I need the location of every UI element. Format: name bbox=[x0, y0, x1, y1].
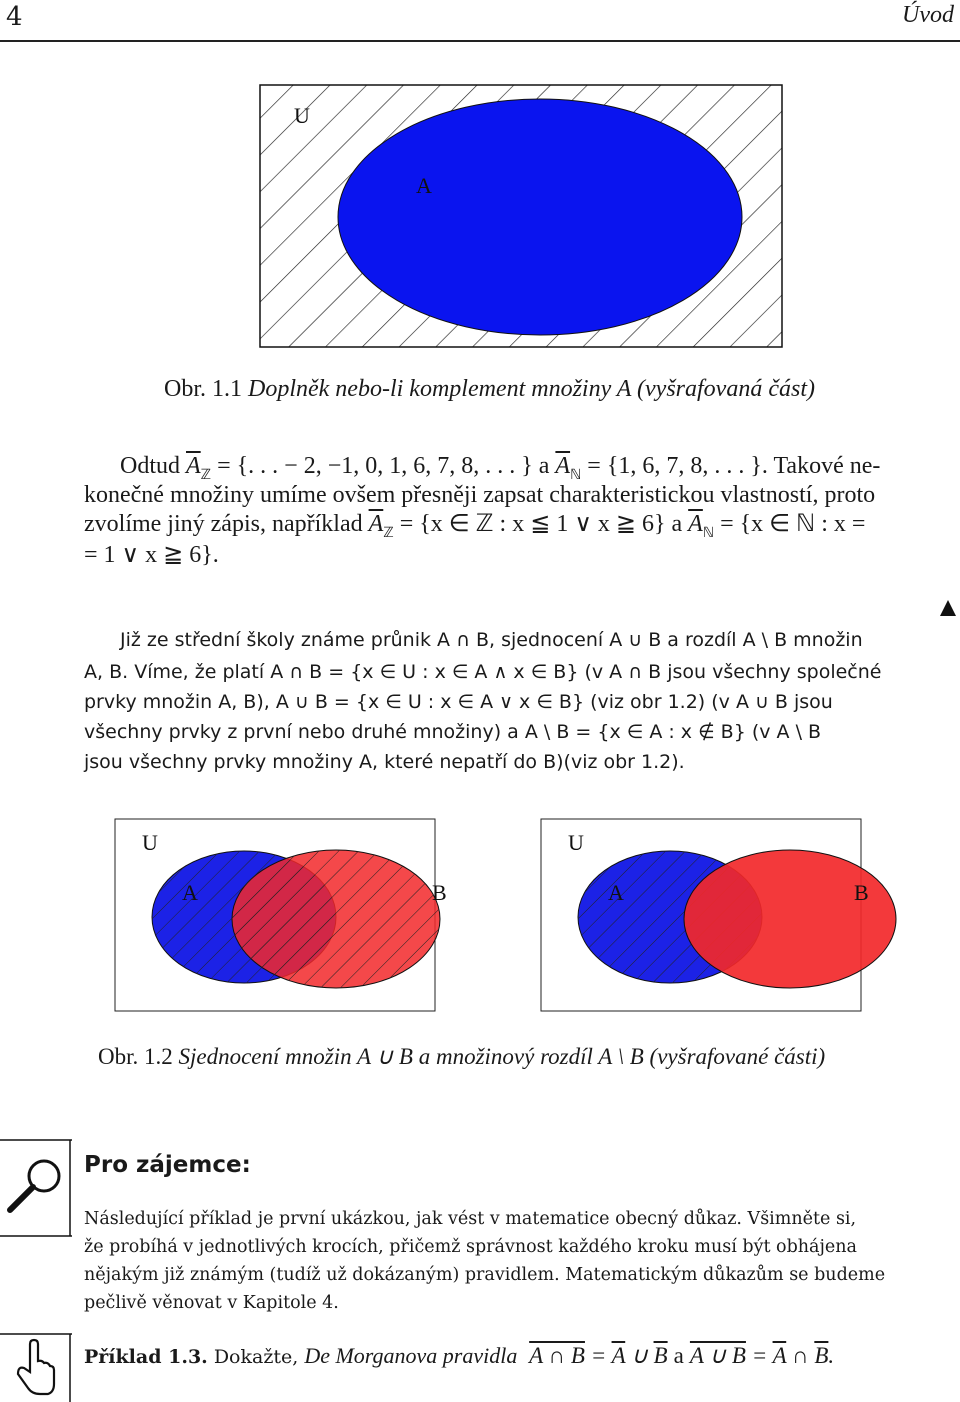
set-a-label: A bbox=[416, 173, 432, 198]
example-text: Dokažte, bbox=[207, 1346, 305, 1368]
subscript: ℕ bbox=[702, 525, 715, 541]
pro-zajemce-line-3: nějakým již známým (tudíž už dokázaným) pravidlem. Matematickým důkazům se budeme bbox=[84, 1265, 886, 1285]
figure1-caption-number: Obr. 1.1 bbox=[164, 376, 242, 402]
para1-set-builder: = {x ∈ ℕ : x = bbox=[714, 511, 866, 537]
figure1-caption bbox=[164, 376, 815, 403]
para1-text: zvolíme jiný zápis, například bbox=[84, 511, 369, 537]
figure2-caption-title: Sjednocení množin A ∪ B a množinový rozdíl A \ B (vyšrafované části) bbox=[178, 1044, 826, 1069]
end-of-example-triangle-icon bbox=[940, 600, 956, 616]
pointing-hand-icon bbox=[0, 1332, 72, 1402]
universe-label-right: U bbox=[568, 830, 584, 855]
para2-line5: jsou všechny prvky množiny A, které nepatří do B)(viz obr 1.2). bbox=[84, 751, 685, 773]
para2-line2: A, B. Víme, že platí A ∩ B = {x ∈ U : x ∈ A ∧ x ∈ B} (v A ∩ B jsou všechny společné bbox=[84, 661, 882, 683]
figure2-caption-number: Obr. 1.2 bbox=[98, 1044, 173, 1069]
para1-set-builder: = {x ∈ ℤ : x ≦ 1 ∨ x ≧ 6} a bbox=[393, 511, 689, 537]
section-title: Úvod bbox=[902, 2, 954, 28]
para1-set-list: = {. . . − 2, −1, 0, 1, 6, 7, 8, . . . } a bbox=[211, 453, 556, 479]
example-label: Příklad 1.3. bbox=[84, 1346, 208, 1368]
example-line bbox=[84, 1343, 834, 1369]
set-b-ellipse-right bbox=[684, 850, 896, 988]
figure-difference bbox=[540, 818, 869, 1012]
figure2-caption bbox=[98, 1044, 825, 1070]
header-rule bbox=[0, 40, 960, 42]
set-a-ellipse bbox=[338, 99, 742, 335]
para2-line4: všechny prvky z první nebo druhé množiny) a A \ B = {x ∈ A : x ∉ B} (v A \ B bbox=[84, 721, 822, 743]
pro-zajemce-line-4: pečlivě věnovat v Kapitole 4. bbox=[84, 1293, 339, 1313]
para1-word: Odtud bbox=[120, 453, 180, 479]
figure-complement bbox=[258, 83, 784, 349]
pro-zajemce-line-1: Následující příklad je první ukázkou, jak vést v matematice obecný důkaz. Všimněte si, bbox=[84, 1209, 857, 1229]
figure-union bbox=[114, 818, 447, 1012]
para2-line1: Již ze střední školy známe průnik A ∩ B, sjednocení A ∪ B a rozdíl A \ B množin bbox=[120, 629, 863, 651]
subscript: ℕ bbox=[570, 467, 582, 483]
hatch-b-left bbox=[232, 850, 440, 988]
figure1-caption-title: Doplněk nebo-li komplement množiny A (vyšrafovaná část) bbox=[248, 376, 815, 402]
set-a-label-right: A bbox=[608, 880, 624, 905]
subscript: ℤ bbox=[200, 467, 212, 483]
complement-symbol: $\overline{A}$ bbox=[555, 453, 571, 479]
magnifier-icon bbox=[0, 1138, 72, 1238]
complement-symbol: $\overline{A}$ bbox=[186, 453, 201, 479]
para1-line4: = 1 ∨ x ≧ 6}. bbox=[84, 542, 219, 568]
universe-label: U bbox=[294, 103, 310, 128]
pro-zajemce-line-2: že probíhá v jednotlivých krocích, přičemž správnost každého kroku musí být obhájena bbox=[84, 1237, 857, 1257]
conjunction-a: a bbox=[673, 1343, 684, 1368]
para1-set-list: = {1, 6, 7, 8, . . . }. Takové ne- bbox=[581, 453, 881, 479]
pro-zajemce-title: Pro zájemce: bbox=[84, 1152, 251, 1178]
page-number: 4 bbox=[6, 2, 23, 32]
subscript: ℤ bbox=[383, 525, 394, 541]
set-a-label-left: A bbox=[182, 880, 198, 905]
set-b-label-right: B bbox=[854, 880, 869, 905]
de-morgan-formula-2: A ∪ $B = \overline{A}$ ∩ $\overline{B}$. bbox=[689, 1343, 835, 1368]
de-morgan-formula-1: A ∩ $B = \overline{A}$ ∪ $\overline{B}$ bbox=[529, 1343, 668, 1368]
universe-label-left: U bbox=[142, 830, 158, 855]
complement-symbol: $\overline{A}$ bbox=[368, 511, 384, 537]
set-b-label-left: B bbox=[432, 880, 447, 905]
para1-line2: konečné množiny umíme ovšem přesněji zapsat charakteristickou vlastností, proto bbox=[84, 482, 876, 508]
para2-line3: prvky množin A, B), A ∪ B = {x ∈ U : x ∈ A ∨ x ∈ B} (viz obr 1.2) (v A ∪ B jsou bbox=[84, 691, 833, 713]
example-name: De Morganova pravidla bbox=[304, 1343, 518, 1368]
complement-symbol: $\overline{A}$ bbox=[688, 511, 703, 537]
